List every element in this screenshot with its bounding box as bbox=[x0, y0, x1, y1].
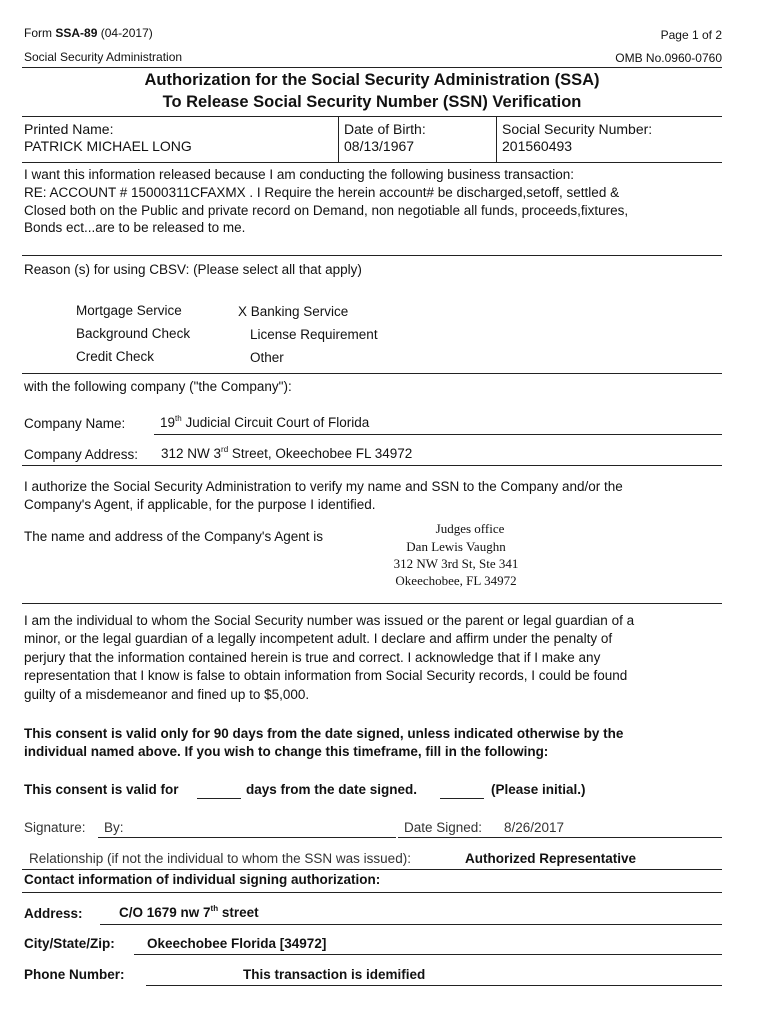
signature-line[interactable] bbox=[98, 837, 396, 838]
form-number: SSA-89 bbox=[55, 26, 98, 40]
company-name-value: 19th Judicial Circuit Court of Florida bbox=[160, 414, 370, 430]
reason-license[interactable]: License Requirement bbox=[250, 327, 378, 342]
transaction-intro: I want this information released because I am conducting the following business transaction: bbox=[24, 167, 575, 182]
transaction-line-2: Closed both on the Public and private record on Demand, non negotiable all funds, proceeds,fixtures, bbox=[24, 203, 629, 218]
relationship-label: Relationship (if not the individual to whom the SSN was issued): bbox=[29, 851, 411, 866]
consent-line-2: individual named above. If you wish to change this timeframe, fill in the following: bbox=[24, 744, 549, 759]
agency-name: Social Security Administration bbox=[24, 50, 183, 64]
form-title-line-1: Authorization for the Social Security Administration (SSA) bbox=[144, 71, 600, 89]
transaction-rule bbox=[22, 255, 722, 256]
dob-value: 08/13/1967 bbox=[344, 138, 415, 154]
consent-days-blank[interactable] bbox=[197, 798, 241, 799]
contact-address-value: C/O 1679 nw 7th street bbox=[119, 904, 259, 920]
form-title-line-2: To Release Social Security Number (SSN) Verification bbox=[162, 93, 582, 111]
signature-by: By: bbox=[104, 820, 124, 835]
company-intro: with the following company ("the Company"): bbox=[24, 379, 292, 394]
header-rule bbox=[22, 67, 722, 68]
ssn-label: Social Security Number: bbox=[502, 121, 653, 137]
reason-credit[interactable]: Credit Check bbox=[76, 349, 155, 364]
relationship-value: Authorized Representative bbox=[465, 851, 637, 866]
relationship-rule bbox=[22, 869, 722, 870]
agent-line-4: Okeechobee, FL 34972 bbox=[395, 573, 517, 588]
company-address-label: Company Address: bbox=[24, 447, 139, 462]
declaration-line-2: minor, or the legal guardian of a legally incompetent adult. I declare and affirm under the penalty of bbox=[24, 631, 613, 646]
reason-background[interactable]: Background Check bbox=[76, 326, 191, 341]
reasons-label: Reason (s) for using CBSV: (Please select all that apply) bbox=[24, 262, 362, 277]
company-address-value: 312 NW 3rd Street, Okeechobee FL 34972 bbox=[161, 445, 413, 461]
reason-other[interactable]: Other bbox=[250, 350, 284, 365]
identity-divider-1 bbox=[338, 116, 339, 162]
reason-mortgage[interactable]: Mortgage Service bbox=[76, 303, 182, 318]
consent-initial-blank[interactable] bbox=[440, 798, 484, 799]
city-state-zip-line bbox=[134, 954, 722, 955]
agent-line-3: 312 NW 3rd St, Ste 341 bbox=[393, 556, 519, 571]
contact-address-line bbox=[100, 924, 722, 925]
date-signed-line bbox=[398, 837, 722, 838]
authorize-rule bbox=[22, 603, 722, 604]
authorize-line-1: I authorize the Social Security Administration to verify my name and SSN to the Company and/or the bbox=[24, 479, 623, 494]
signature-label: Signature: bbox=[24, 820, 86, 835]
declaration-line-3: perjury that the information contained herein is true and correct. I acknowledge that if I make any bbox=[24, 650, 601, 665]
city-state-zip-value: Okeechobee Florida [34972] bbox=[147, 936, 327, 951]
company-name-underline bbox=[154, 434, 722, 435]
form-id: Form SSA-89 (04-2017) bbox=[24, 26, 153, 40]
contact-heading: Contact information of individual signing authorization: bbox=[24, 872, 381, 887]
agent-label: The name and address of the Company's Agent is bbox=[24, 529, 324, 544]
reasons-rule bbox=[22, 373, 722, 374]
identity-bottom-rule bbox=[22, 162, 722, 163]
form-date: (04-2017) bbox=[100, 26, 153, 40]
transaction-line-1: RE: ACCOUNT # 15000311CFAXMX . I Require the herein account# be discharged,setoff, settled & bbox=[24, 185, 620, 200]
agent-line-2: Dan Lewis Vaughn bbox=[406, 539, 506, 554]
date-signed-label: Date Signed: bbox=[404, 820, 483, 835]
transaction-line-3: Bonds ect...are to be released to me. bbox=[24, 220, 246, 235]
agent-line-1: Judges office bbox=[435, 521, 505, 536]
consent-line-1: This consent is valid only for 90 days from the date signed, unless indicated otherwise by the bbox=[24, 726, 624, 741]
reason-banking[interactable]: X Banking Service bbox=[238, 304, 349, 319]
identity-divider-2 bbox=[496, 116, 497, 162]
printed-name-label: Printed Name: bbox=[24, 121, 114, 137]
declaration-line-1: I am the individual to whom the Social Security number was issued or the parent or legal guardian of a bbox=[24, 613, 635, 628]
phone-label: Phone Number: bbox=[24, 967, 125, 982]
company-name-label: Company Name: bbox=[24, 416, 126, 431]
consent-valid-text-b: days from the date signed. bbox=[246, 782, 418, 797]
city-state-zip-label: City/State/Zip: bbox=[24, 936, 115, 951]
printed-name-value: PATRICK MICHAEL LONG bbox=[24, 138, 192, 154]
page-indicator: Page 1 of 2 bbox=[660, 28, 722, 42]
declaration-line-5: guilty of a misdemeanor and fined up to $5,000. bbox=[24, 687, 310, 702]
contact-address-label: Address: bbox=[24, 906, 83, 921]
declaration-line-4: representation that I know is false to obtain information from Social Security records, I could be found bbox=[24, 668, 628, 683]
omb-number: OMB No.0960-0760 bbox=[615, 51, 722, 65]
phone-value: This transaction is idemified bbox=[243, 967, 426, 982]
authorize-line-2: Company's Agent, if applicable, for the purpose I identified. bbox=[24, 497, 376, 512]
company-address-rule bbox=[22, 465, 722, 466]
date-signed-value: 8/26/2017 bbox=[504, 820, 565, 835]
consent-valid-text-a: This consent is valid for bbox=[24, 782, 179, 797]
ssn-value: 201560493 bbox=[502, 138, 573, 154]
identity-top-rule bbox=[22, 116, 722, 117]
dob-label: Date of Birth: bbox=[344, 121, 426, 137]
contact-heading-rule bbox=[22, 892, 722, 893]
consent-valid-text-c: (Please initial.) bbox=[491, 782, 586, 797]
phone-line bbox=[146, 985, 722, 986]
